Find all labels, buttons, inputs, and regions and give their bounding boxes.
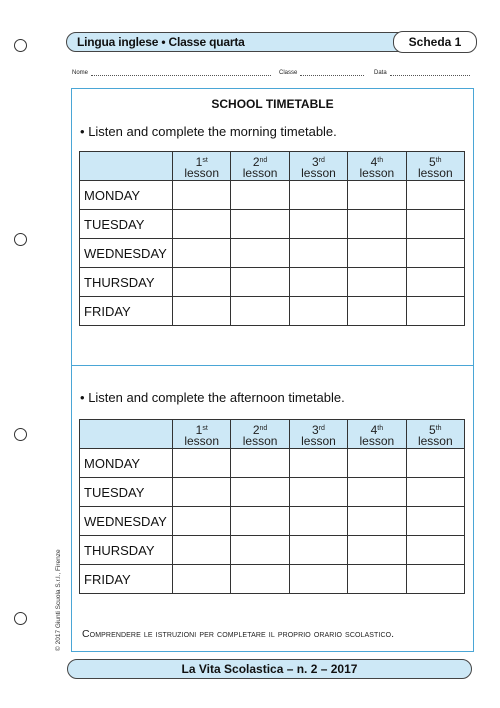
day-label: MONDAY (80, 181, 173, 210)
day-label: FRIDAY (80, 565, 173, 594)
timetable-cell[interactable] (231, 507, 289, 536)
date-field[interactable] (374, 69, 470, 76)
sheet-number-tab: Scheda 1 (393, 31, 477, 53)
timetable-cell[interactable] (231, 239, 289, 268)
timetable-cell[interactable] (231, 449, 289, 478)
timetable-cell[interactable] (289, 297, 347, 326)
class-label: Classe (279, 70, 298, 76)
timetable-cell[interactable] (406, 239, 464, 268)
day-label: WEDNESDAY (80, 507, 173, 536)
day-label: WEDNESDAY (80, 239, 173, 268)
timetable-cell[interactable] (173, 478, 231, 507)
punch-hole-3 (14, 428, 27, 441)
table-row (80, 210, 465, 239)
timetable-cell[interactable] (289, 478, 347, 507)
table-row (80, 536, 465, 565)
afternoon-lesson-4-header: 4th lesson (348, 420, 406, 449)
timetable-cell[interactable] (173, 507, 231, 536)
table-row (80, 297, 465, 326)
timetable-cell[interactable] (348, 565, 406, 594)
afternoon-lesson-1-header: 1st lesson (173, 420, 231, 449)
timetable-cell[interactable] (231, 210, 289, 239)
timetable-cell[interactable] (289, 268, 347, 297)
timetable-cell[interactable] (173, 565, 231, 594)
day-label: THURSDAY (80, 268, 173, 297)
morning-lesson-4-header: 4th lesson (348, 152, 406, 181)
timetable-cell[interactable] (289, 449, 347, 478)
morning-instruction (80, 124, 337, 139)
table-row (80, 565, 465, 594)
table-row (80, 268, 465, 297)
class-field[interactable] (279, 69, 364, 76)
timetable-cell[interactable] (231, 565, 289, 594)
day-label: FRIDAY (80, 297, 173, 326)
copyright-notice: © 2017 Giunti Scuola S.r.l., Firenze (55, 549, 62, 651)
table-row (80, 449, 465, 478)
timetable-cell[interactable] (231, 297, 289, 326)
day-label: TUESDAY (80, 210, 173, 239)
objective-note: Comprendere le istruzioni per completare il proprio orario scolastico. (82, 628, 395, 640)
bullet: • (80, 390, 85, 405)
timetable-cell[interactable] (173, 181, 231, 210)
day-label: TUESDAY (80, 478, 173, 507)
timetable-cell[interactable] (406, 181, 464, 210)
table-row (80, 181, 465, 210)
corner-cell (80, 420, 173, 449)
timetable-cell[interactable] (173, 536, 231, 565)
timetable-cell[interactable] (231, 268, 289, 297)
timetable-cell[interactable] (173, 239, 231, 268)
timetable-cell[interactable] (289, 239, 347, 268)
timetable-cell[interactable] (289, 565, 347, 594)
bullet: • (80, 124, 85, 139)
header-title: Lingua inglese • Classe quarta (77, 35, 245, 49)
timetable-cell[interactable] (173, 297, 231, 326)
class-line (300, 69, 364, 76)
footer-publication: La Vita Scolastica – n. 2 – 2017 (181, 662, 358, 676)
timetable-cell[interactable] (231, 478, 289, 507)
morning-lesson-2-header: 2nd lesson (231, 152, 289, 181)
date-line (390, 69, 470, 76)
timetable-cell[interactable] (406, 536, 464, 565)
timetable-cell[interactable] (231, 181, 289, 210)
table-row (80, 507, 465, 536)
timetable-cell[interactable] (348, 507, 406, 536)
morning-lesson-1-header: 1st lesson (173, 152, 231, 181)
morning-lesson-3-header: 3rd lesson (289, 152, 347, 181)
timetable-cell[interactable] (348, 239, 406, 268)
afternoon-lesson-5-header: 5th lesson (406, 420, 464, 449)
morning-lesson-5-header: 5th lesson (406, 152, 464, 181)
morning-instruction-text: Listen and complete the morning timetable. (88, 124, 337, 139)
timetable-cell[interactable] (348, 181, 406, 210)
afternoon-header-row (80, 420, 465, 449)
morning-header-row (80, 152, 465, 181)
day-label: MONDAY (80, 449, 173, 478)
timetable-cell[interactable] (173, 210, 231, 239)
timetable-cell[interactable] (348, 210, 406, 239)
timetable-cell[interactable] (406, 297, 464, 326)
afternoon-timetable (79, 419, 465, 594)
timetable-cell[interactable] (289, 181, 347, 210)
timetable-cell[interactable] (406, 268, 464, 297)
timetable-cell[interactable] (348, 536, 406, 565)
timetable-cell[interactable] (406, 210, 464, 239)
timetable-cell[interactable] (173, 268, 231, 297)
morning-timetable (79, 151, 465, 326)
day-label: THURSDAY (80, 536, 173, 565)
name-line (91, 69, 271, 76)
timetable-cell[interactable] (406, 449, 464, 478)
timetable-cell[interactable] (348, 297, 406, 326)
timetable-cell[interactable] (289, 536, 347, 565)
timetable-cell[interactable] (173, 449, 231, 478)
table-row (80, 478, 465, 507)
date-label: Data (374, 70, 387, 76)
section-divider (71, 365, 474, 366)
afternoon-instruction-text: Listen and complete the afternoon timetable. (88, 390, 345, 405)
punch-hole-1 (14, 39, 27, 52)
timetable-cell[interactable] (406, 507, 464, 536)
worksheet-title: SCHOOL TIMETABLE (211, 97, 334, 111)
timetable-cell[interactable] (348, 449, 406, 478)
timetable-cell[interactable] (348, 268, 406, 297)
student-fields (72, 69, 474, 81)
punch-hole-2 (14, 233, 27, 246)
footer-bar (67, 659, 472, 679)
afternoon-lesson-3-header: 3rd lesson (289, 420, 347, 449)
timetable-cell[interactable] (348, 478, 406, 507)
header-bar (66, 32, 476, 52)
name-label: Nome (72, 70, 89, 76)
timetable-cell[interactable] (406, 565, 464, 594)
timetable-cell[interactable] (289, 507, 347, 536)
name-field[interactable] (72, 69, 271, 76)
timetable-cell[interactable] (406, 478, 464, 507)
afternoon-lesson-2-header: 2nd lesson (231, 420, 289, 449)
timetable-cell[interactable] (289, 210, 347, 239)
table-row (80, 239, 465, 268)
punch-hole-4 (14, 612, 27, 625)
corner-cell (80, 152, 173, 181)
afternoon-instruction (80, 390, 345, 405)
timetable-cell[interactable] (231, 536, 289, 565)
